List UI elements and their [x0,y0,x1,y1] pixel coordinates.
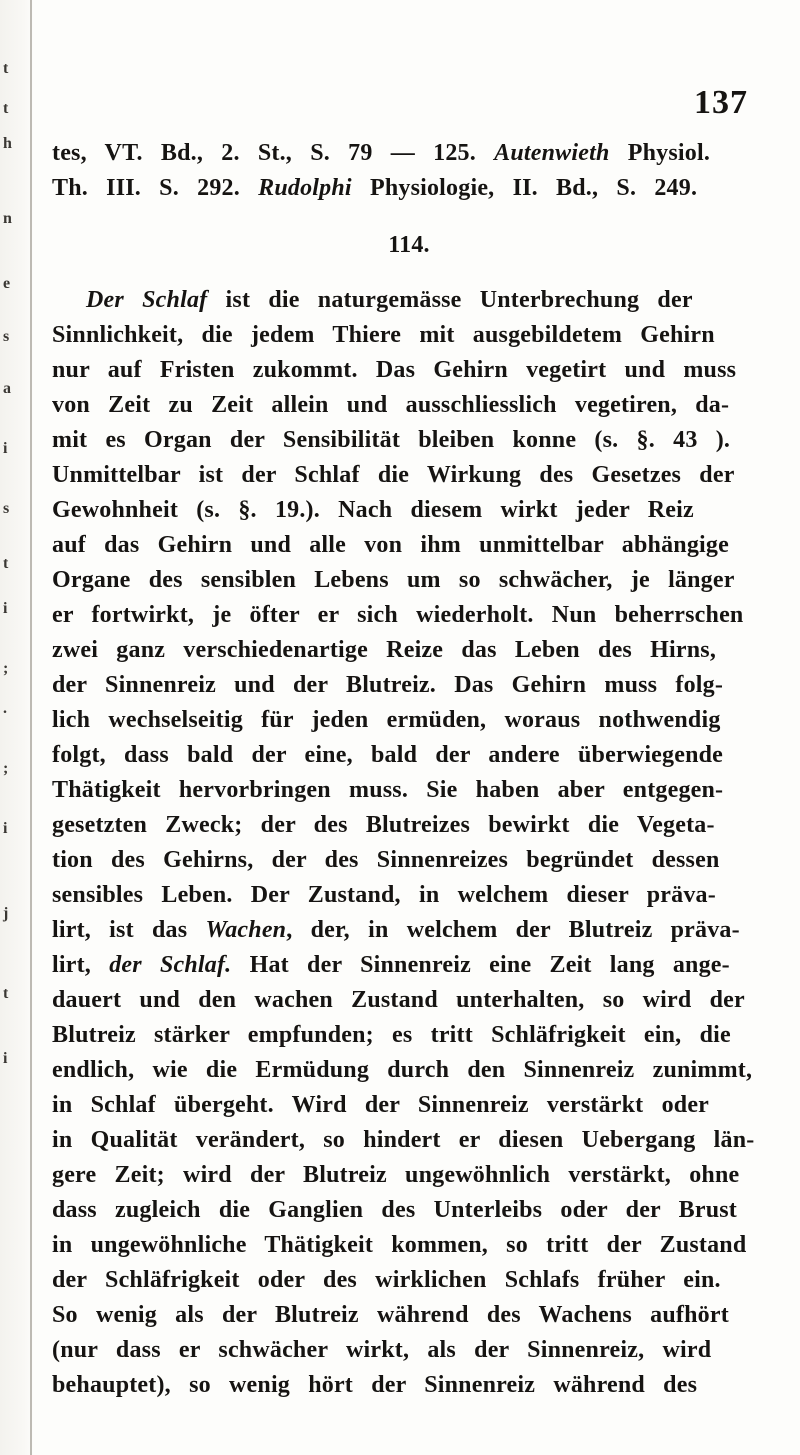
line-content [52,1053,752,1088]
line-content [52,528,729,563]
line-content [52,1368,697,1403]
line-content [52,171,697,206]
text-run: te [52,140,72,166]
body-line [52,1088,766,1123]
body-line [52,493,766,528]
body-line [52,703,766,738]
margin-fragment-char: i [3,600,8,617]
line-content [52,633,716,668]
text-run: So wenig als der Blutreiz während des Wachens aufhört [52,1302,729,1328]
line-content [52,493,694,528]
line-content [52,703,721,738]
margin-fragment-char: t [3,100,9,117]
body-line [52,1018,766,1053]
body-line [52,458,766,493]
page-number: 137 [694,84,748,121]
margin-fragment-char: i [3,1050,8,1067]
emphasis-text: Autenwieth [494,140,610,166]
text-run: , der, in welchem der Blutreiz präva- [286,917,740,943]
body-line [52,913,766,948]
body-line [52,1158,766,1193]
text-run: der Sinnenreiz und der Blutreiz. Das Gehirn muss folg- [52,672,724,698]
body-line [52,773,766,808]
line-content [86,283,693,318]
line-content [52,948,730,983]
line-content [52,598,743,633]
text-run: tion des Gehirns, der des Sinnenreizes begründet dessen [52,847,720,873]
margin-fragment-char: t [3,555,9,572]
text-run: endlich, wie die Ermüdung durch den Sinnenreiz zunimmt, [52,1057,753,1083]
line-content [52,563,735,598]
body-line [52,738,766,773]
emphasis-text: Der Schlaf [86,287,208,313]
line-content [52,738,723,773]
line-content [52,913,740,948]
text-run: Unmittelbar ist der Schlaf die Wirkung des Gesetzes der [52,462,735,488]
body-line [52,1228,766,1263]
text-column [52,136,766,1403]
text-run: Th. III. S. 292. [52,175,259,201]
line-content [52,808,715,843]
text-run: gesetzten Zweck; der des Blutreizes bewirkt die Vegeta- [52,812,715,838]
body-paragraph [52,283,766,1403]
text-run: dass zugleich die Ganglien des Unterleibs oder der Brust [52,1197,738,1223]
margin-fragment-char: i [3,820,8,837]
body-line [52,808,766,843]
body-line [52,633,766,668]
body-line [52,668,766,703]
margin-fragment-char: h [3,135,12,152]
text-run: lirt, [52,952,110,978]
text-run: in ungewöhnliche Thätigkeit kommen, so tritt der Zustand [52,1232,747,1258]
body-line [52,388,766,423]
text-run: behauptet), so wenig hört der Sinnenreiz während des [52,1372,698,1398]
line-content [52,878,716,913]
body-line [52,1298,766,1333]
margin-fragment-char: j [3,905,9,922]
body-line [52,1123,766,1158]
text-run: Organe des sensiblen Lebens um so schwächer, je länger [52,567,735,593]
margin-fragment-char: ; [3,760,9,777]
margin-fragment-char: a [3,380,11,397]
body-line [52,318,766,353]
text-run: Hat der Sinnenreiz eine Zeit lang ange- [231,952,730,978]
text-run: Sinnlichkeit, die jedem Thiere mit ausgebildetem Gehirn [52,322,715,348]
margin-fragment-char: s [3,328,10,345]
line-content [52,388,729,423]
binding-edge [30,0,32,1455]
text-run: in Schlaf übergeht. Wird der Sinnenreiz verstärkt oder [52,1092,710,1118]
text-run: zwei ganz verschiedenartige Reize das Leben des Hirns, [52,637,717,663]
line-content [52,458,735,493]
line-content [52,318,715,353]
body-line [52,1053,766,1088]
emphasis-text: Rudolphi [258,175,352,201]
text-run: gere Zeit; wird der Blutreiz ungewöhnlich verstärkt, ohne [52,1162,740,1188]
text-run: Physiol. [609,140,711,166]
body-line [52,983,766,1018]
text-run: Gewohnheit (s. §. 19.). Nach diesem wirkt jeder Reiz [52,497,694,523]
text-run: lich wechselseitig für jeden ermüden, woraus nothwendig [52,707,721,733]
text-run: Thätigkeit hervorbringen muss. Sie haben aber entgegen- [52,777,724,803]
reference-continuation [52,136,766,206]
section-number: 114. [388,232,430,258]
line-content [52,423,730,458]
line-content [52,1018,731,1053]
body-line [52,1193,766,1228]
text-run: (nur dass er schwächer wirkt, als der Sinnenreiz, wird [52,1337,712,1363]
margin-fragment-char: e [3,275,11,292]
emphasis-text: Wachen [205,917,287,943]
text-run: auf das Gehirn und alle von ihm unmittelbar abhängige [52,532,729,558]
body-line [52,1333,766,1368]
body-line [52,948,766,983]
text-run: er fortwirkt, je öfter er sich wiederholt. Nun beherrschen [52,602,744,628]
text-run: in Qualität verändert, so hindert er diesen Uebergang län- [52,1127,755,1153]
reference-line [52,136,766,171]
text-run: Blutreiz stärker empfunden; es tritt Schläfrigkeit ein, die [52,1022,731,1048]
body-line [52,1263,766,1298]
text-run: Physiologie, II. Bd., S. 249. [351,175,698,201]
line-content [52,1228,746,1263]
line-content [52,668,723,703]
text-run: folgt, dass bald der eine, bald der andere überwiegende [52,742,724,768]
body-line [52,423,766,458]
body-line [52,878,766,913]
line-content [52,1123,754,1158]
text-run: s, VT. Bd., 2. St., S. 79 — 125. [71,140,495,166]
margin-fragment-char: n [3,210,12,227]
line-content [52,353,736,388]
line-content [52,1158,739,1193]
margin-fragment-char: ; [3,660,9,677]
line-content [52,983,745,1018]
body-line [52,353,766,388]
line-content [52,1333,711,1368]
text-run: ist die naturgemässe Unterbrechung der [207,287,693,313]
line-content [52,1193,737,1228]
line-content [52,136,710,171]
line-content [52,1088,709,1123]
margin-fragment-char: t [3,985,9,1002]
line-content [52,1298,729,1333]
emphasis-text: der Schlaf. [109,952,232,978]
body-line [86,283,766,318]
text-run: sensibles Leben. Der Zustand, in welchem dieser präva- [52,882,716,908]
text-run: nur auf Fristen zukommt. Das Gehirn vegetirt und muss [52,357,737,383]
body-line [52,563,766,598]
line-content [52,773,723,808]
line-content [52,1263,721,1298]
text-run: dauert und den wachen Zustand unterhalten, so wird der [52,987,745,1013]
text-run: lirt, ist das [52,917,206,943]
body-line [52,598,766,633]
margin-fragment-char: i [3,440,8,457]
text-run: mit es Organ der Sensibilität bleiben konne (s. §. 43 ). [52,427,731,453]
body-line [52,1368,766,1403]
margin-letter-fragments [3,0,23,1455]
margin-fragment-char: . [3,700,7,717]
margin-fragment-char: t [3,60,9,77]
body-line [52,843,766,878]
body-line [52,528,766,563]
reference-line [52,171,766,206]
line-content [52,843,720,878]
text-run: von Zeit zu Zeit allein und ausschliesslich vegetiren, da- [52,392,730,418]
text-run: der Schläfrigkeit oder des wirklichen Schlafs früher ein. [52,1267,721,1293]
margin-fragment-char: s [3,500,10,517]
